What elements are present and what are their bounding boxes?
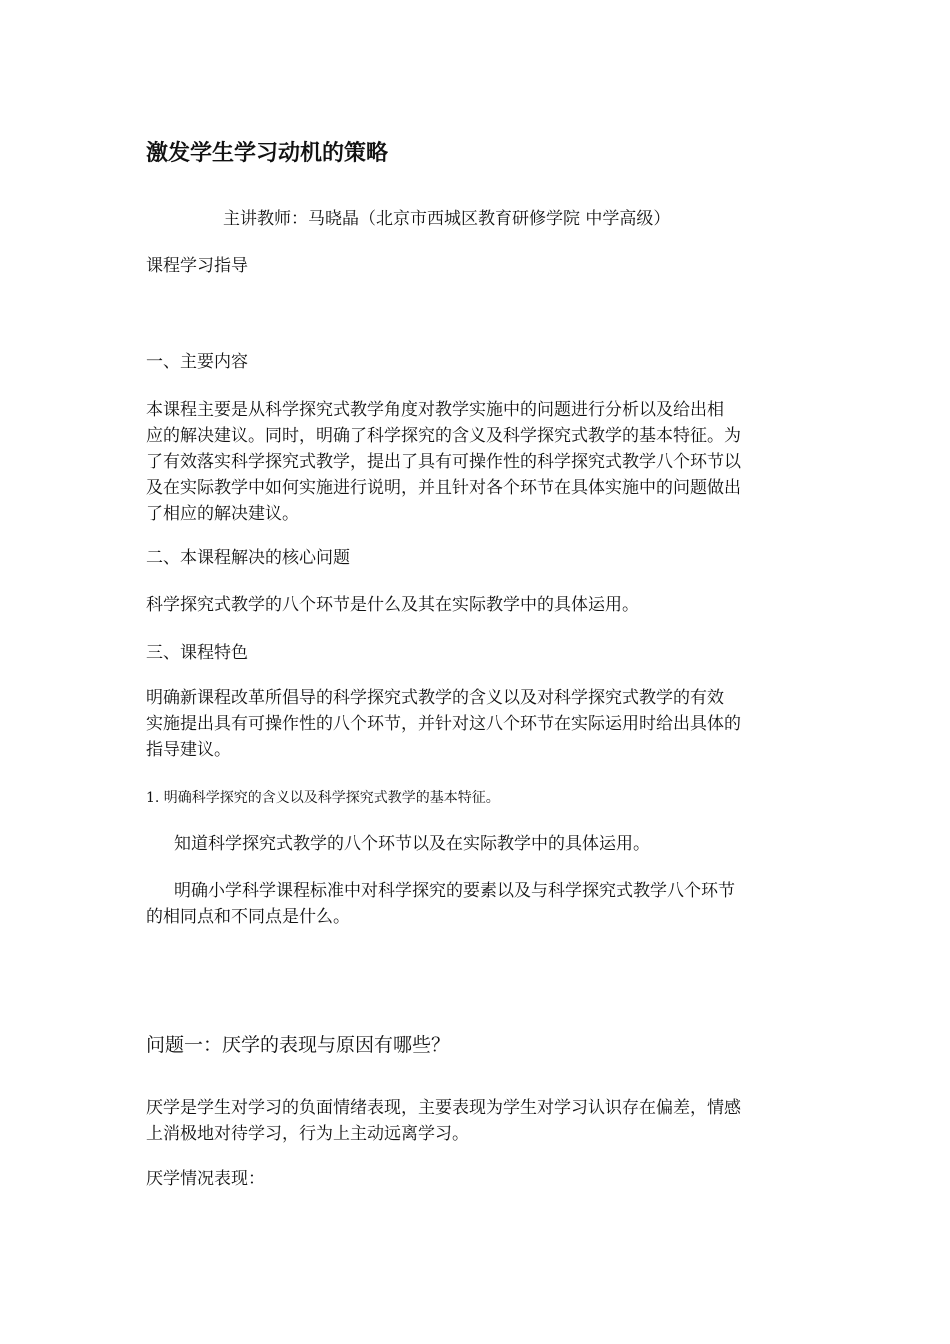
section3-paragraph: [146, 685, 806, 763]
section3-line: 指导建议。: [146, 740, 231, 760]
section1-line: 了有效落实科学探究式教学，提出了具有可操作性的科学探究式教学八个环节以: [146, 452, 741, 472]
section2-heading: 二、本课程解决的核心问题: [146, 548, 350, 568]
goal-item-3: [146, 878, 806, 930]
section3-line: 明确新课程改革所倡导的科学探究式教学的含义以及对科学探究式教学的有效: [146, 688, 724, 708]
document-title: 激发学生学习动机的策略: [146, 141, 389, 166]
goal-item-3-line: 明确小学科学课程标准中对科学探究的要素以及与科学探究式教学八个环节: [174, 881, 735, 901]
section1-line: 本课程主要是从科学探究式教学角度对教学实施中的问题进行分析以及给出相: [146, 400, 724, 420]
goal-item-1: 1. 明确科学探究的含义以及科学探究式教学的基本特征。: [146, 790, 500, 806]
section2-text: 科学探究式教学的八个环节是什么及其在实际教学中的具体运用。: [146, 595, 639, 615]
section1-line: 及在实际教学中如何实施进行说明，并且针对各个环节在具体实施中的问题做出: [146, 478, 741, 498]
question1-line: 厌学是学生对学习的负面情绪表现，主要表现为学生对学习认识存在偏差，情感: [146, 1098, 741, 1118]
goal-item-3-line: 的相同点和不同点是什么。: [146, 907, 350, 927]
question1-line: 上消极地对待学习，行为上主动远离学习。: [146, 1124, 469, 1144]
question1-label: 厌学情况表现：: [146, 1169, 265, 1189]
section3-line: 实施提出具有可操作性的八个环节，并针对这八个环节在实际运用时给出具体的: [146, 714, 741, 734]
section1-line: 了相应的解决建议。: [146, 504, 299, 524]
question1-paragraph: [146, 1095, 806, 1147]
section1-line: 应的解决建议。同时，明确了科学探究的含义及科学探究式教学的基本特征。为: [146, 426, 741, 446]
guide-heading: 课程学习指导: [146, 256, 248, 276]
goal-item-2: 知道科学探究式教学的八个环节以及在实际教学中的具体运用。: [174, 834, 650, 854]
section1-paragraph: [146, 397, 806, 527]
question1-heading: 问题一：厌学的表现与原因有哪些？: [146, 1034, 451, 1056]
teacher-info: 主讲教师：马晓晶（北京市西城区教育研修学院 中学高级）: [223, 209, 671, 229]
section1-heading: 一、主要内容: [146, 352, 248, 372]
section3-heading: 三、课程特色: [146, 643, 248, 663]
